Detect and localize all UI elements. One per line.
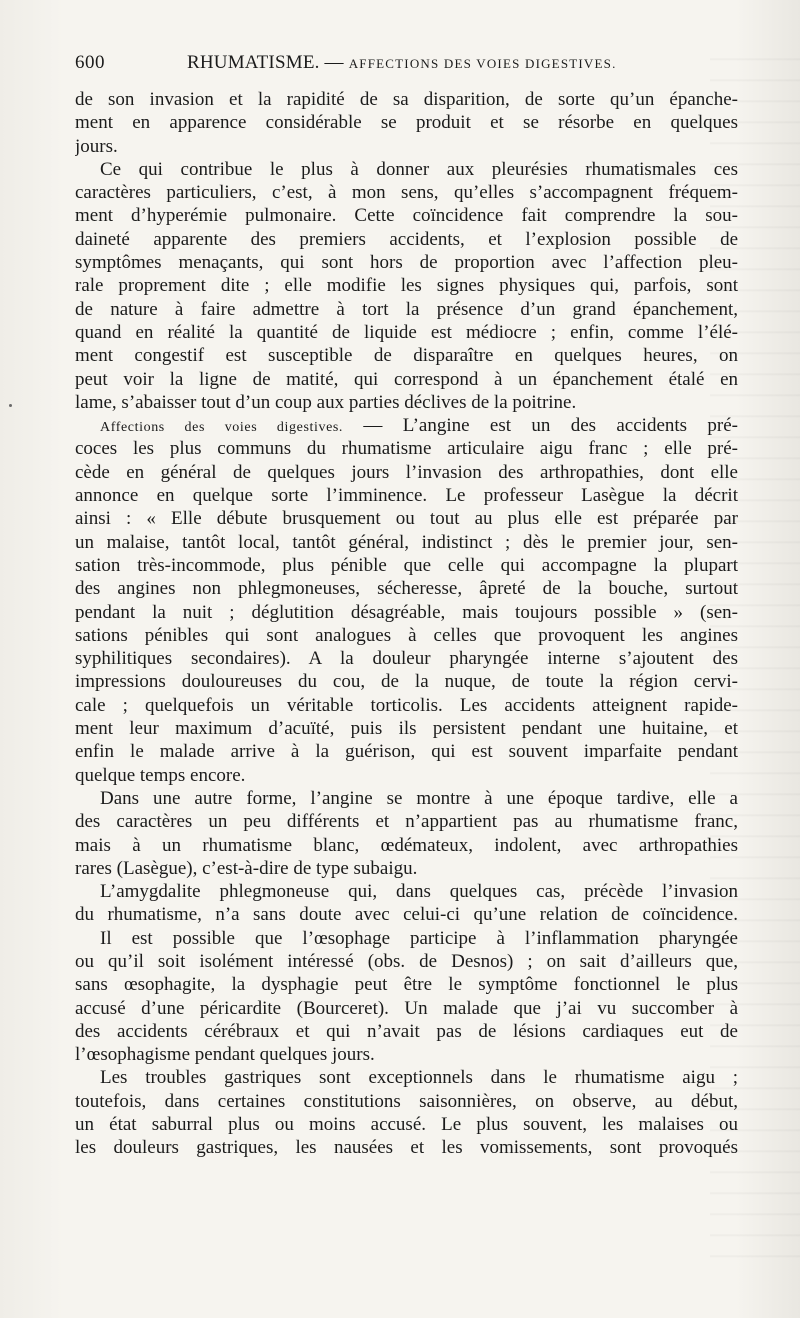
text-line: du rhumatisme, n’a sans doute avec celui-ci qu’une relation de coïncidence.: [75, 904, 738, 926]
running-head: [187, 52, 617, 74]
running-head-title: RHUMATISME.: [187, 52, 320, 73]
text-line: un état saburral plus ou moins accusé. Le plus souvent, les malaises ou: [75, 1114, 738, 1136]
text-line: L’amygdalite phlegmoneuse qui, dans quelques cas, précède l’invasion: [100, 881, 738, 903]
text-line: Ce qui contribue le plus à donner aux pleurésies rhumatismales ces: [100, 158, 738, 180]
text-line: impressions douloureuses du cou, de la nuque, de toute la région cervi-: [75, 671, 738, 693]
section-heading: Affections des voies digestives.: [100, 420, 344, 436]
text-line: daineté apparente des premiers accidents, et l’explosion possible de: [75, 228, 738, 250]
text-line: caractères particuliers, c’est, à mon sens, qu’elles s’accompagnent fréquem-: [75, 182, 738, 204]
text-line: ment en apparence considérable se produit et se résorbe en quelques: [75, 112, 738, 134]
text-line: enfin le malade arrive à la guérison, qui est souvent imparfaite pendant: [75, 741, 738, 763]
text-line: annonce en quelque sorte l’imminence. Le professeur Lasègue la décrit: [75, 485, 738, 507]
paper-speck: [9, 404, 12, 407]
text-line: [75, 414, 738, 437]
running-head-subtitle: AFFECTIONS DES VOIES DIGESTIVES.: [348, 56, 617, 71]
text-line: quelque temps encore.: [75, 764, 246, 786]
text-line: de son invasion et la rapidité de sa disparition, de sorte qu’un épanche-: [75, 89, 738, 110]
body-text: [75, 88, 738, 1160]
text-line: sations pénibles qui sont analogues à celles que provoquent les angines: [75, 624, 738, 646]
text-line: ou qu’il soit isolément intéressé (obs. de Desnos) ; on sait d’ailleurs que,: [75, 950, 738, 972]
text-line-continuation: — L’angine est un des accidents pré-: [343, 415, 738, 437]
text-line: cale ; quelquefois un véritable torticolis. Les accidents atteignent rapide-: [75, 694, 738, 716]
text-line: pendant la nuit ; déglutition désagréable, mais toujours possible » (sen-: [75, 601, 738, 623]
text-line: toutefois, dans certaines constitutions saisonnières, on observe, au début,: [75, 1090, 738, 1112]
text-line: jours.: [75, 135, 118, 157]
text-line: accusé d’une péricardite (Bourceret). Un malade que j’ai vu succomber à: [75, 997, 738, 1019]
text-line: syphilitiques secondaires). A la douleur pharyngée interne s’ajoutent des: [75, 648, 738, 670]
text-line: lame, s’abaisser tout d’un coup aux parties déclives de la poitrine.: [75, 391, 577, 413]
text-line: Dans une autre forme, l’angine se montre à une époque tardive, elle a: [100, 787, 738, 809]
text-line: ment congestif est susceptible de disparaître en quelques heures, on: [75, 345, 738, 367]
text-line: quand en réalité la quantité de liquide est médiocre ; enfin, comme l’élé-: [75, 321, 738, 343]
page-header: [75, 52, 745, 82]
text-line: ment leur maximum d’acuïté, puis ils persistent pendant une huitaine, et: [75, 718, 738, 740]
text-line: cède en général de quelques jours l’invasion des arthropathies, dont elle: [75, 461, 738, 483]
text-line: des angines non phlegmoneuses, sécheresse, âpreté de la bouche, surtout: [75, 578, 738, 600]
text-line: mais à un rhumatisme blanc, œdémateux, indolent, avec arthropathies: [75, 834, 738, 856]
text-line: des accidents cérébraux et qui n’avait pas de lésions cardiaques eut de: [75, 1020, 738, 1042]
text-line: de nature à faire admettre à tort la présence d’un grand épanchement,: [75, 298, 738, 320]
text-line: Les troubles gastriques sont exceptionnels dans le rhumatisme aigu ;: [100, 1067, 738, 1089]
text-line: sans œsophagite, la dysphagie peut être le symptôme fonctionnel le plus: [75, 974, 738, 996]
text-line: sation très-incommode, plus pénible que celle qui accompagne la plupart: [75, 554, 738, 576]
text-line: les douleurs gastriques, les nausées et les vomissements, sont provoqués: [75, 1137, 738, 1159]
text-line: ainsi : « Elle débute brusquement ou tout au plus elle est préparée par: [75, 508, 738, 530]
page-number: 600: [75, 52, 105, 73]
text-line: coces les plus communs du rhumatisme articulaire aigu franc ; elle pré-: [75, 438, 738, 460]
text-line: symptômes menaçants, qui sont hors de proportion avec l’affection pleu-: [75, 252, 738, 274]
running-head-separator: —: [324, 52, 344, 73]
text-line: des caractères un peu différents et n’appartient pas au rhumatisme franc,: [75, 811, 738, 833]
text-line: peut voir la ligne de matité, qui correspond à un épanchement étalé en: [75, 368, 738, 390]
text-line: rares (Lasègue), c’est-à-dire de type subaigu.: [75, 857, 418, 879]
text-line: rale proprement dite ; elle modifie les signes physiques qui, parfois, sont: [75, 275, 738, 297]
text-line: l’œsophagisme pendant quelques jours.: [75, 1044, 375, 1066]
text-line: Il est possible que l’œsophage participe à l’inflammation pharyngée: [100, 927, 738, 949]
text-line: ment d’hyperémie pulmonaire. Cette coïncidence fait comprendre la sou-: [75, 205, 738, 227]
text-line: un malaise, tantôt local, tantôt général, indistinct ; dès le premier jour, sen-: [75, 531, 738, 553]
